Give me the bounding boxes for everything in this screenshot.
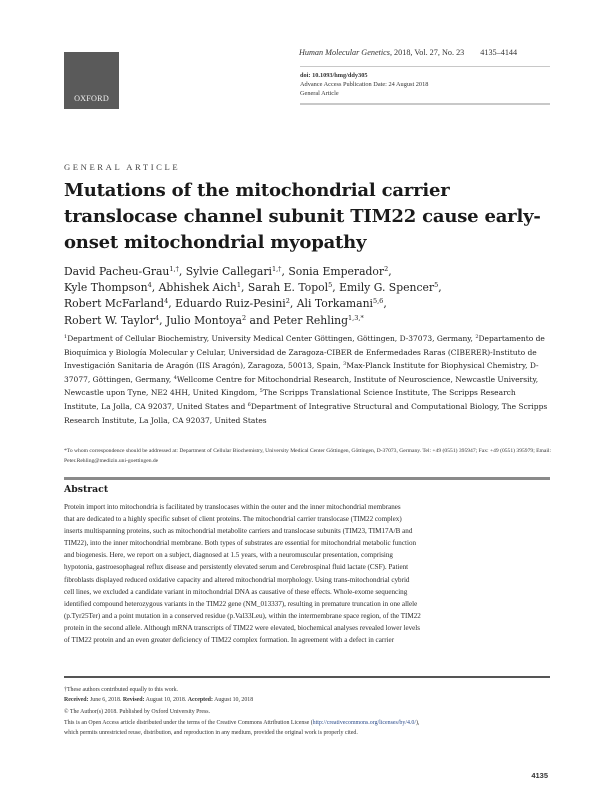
license: This is an Open Access article distributed under the terms of the Creative Commons Attribution License (http://creativecommons.org/licenses/by/4.0/), <box>64 719 420 726</box>
equal-contribution-note: †These authors contributed equally to this work. <box>64 687 179 693</box>
copyright: © The Author(s) 2018. Published by Oxford University Press. <box>64 709 211 716</box>
article-meta <box>300 71 428 98</box>
article-title: Mutations of the mitochondrial carrier translocase channel subunit TIM22 cause early-onset mitochondrial myopathy <box>64 180 541 253</box>
author: Ali Torkamani$^{5,6}$, <box>296 297 387 311</box>
abstract-divider <box>64 477 550 480</box>
author: David Pacheu-Grau$^{1,\dagger}$, <box>64 265 186 278</box>
author: Robert McFarland$^4$, <box>64 297 176 311</box>
affiliation: $^4$Wellcome Centre for Mitochondrial Research, Institute of Neuroscience, Newcastle University, Newcastle upon Tyne, NE2 4HH, United Kingdom, <box>64 374 539 398</box>
journal-citation <box>299 48 517 57</box>
affiliation: $^5$The Scripps Translational Science Institute, The Scripps Research Institute, La Jolla, CA 92037, United States and <box>64 388 516 411</box>
footnotes <box>64 685 554 738</box>
abstract-body <box>64 501 554 646</box>
publisher-logo-text: OXFORD <box>74 94 109 103</box>
author: Eduardo Ruiz-Pesini$^2$, <box>175 297 297 311</box>
author: Sarah E. Topol$^5$, <box>247 281 340 295</box>
abstract-heading: Abstract <box>64 484 109 495</box>
abstract-line: TIM22), into the inner mitochondrial membrane. Both types of substrates are essential for mitochondrial metabolic function <box>64 539 417 548</box>
section-label: GENERAL ARTICLE <box>64 162 181 172</box>
author: Emily G. Spencer$^5$, <box>339 281 442 295</box>
abstract-line: hypotonia, gastroesophageal reflux disease and persistently elevated serum and Cerebrospinal fluid lactate (CSF). Patient <box>64 563 409 572</box>
author: Kyle Thompson$^4$, <box>64 281 159 295</box>
abstract-line: inserts multispanning proteins, such as mitochondrial metabolite carriers and translocase subunits (TIM23, TIM17A/B and <box>64 527 413 536</box>
affiliation: $^2$Departamento de Bioquímica y Biología Molecular y Celular, Universidad de Zaragoza-CIBER de Enfermedades Raras (CIBERER)-Instituto de Investigación Sanitaria de Aragón (IIS Aragón), Zaragoza, 50013, Spain, <box>64 334 545 371</box>
journal-volume: , 2018, Vol. 27, No. 23 <box>389 48 465 57</box>
abstract-line: and biogenesis. Here, we report on a subject, diagnosed at 1.5 years, with a neuromuscular presentation, comprising <box>64 551 393 560</box>
author: Julio Montoya$^2$ and <box>165 313 274 327</box>
page-number: 4135 <box>531 771 548 780</box>
affiliation: $^1$Department of Cellular Biochemistry, University Medical Center Göttingen, Göttingen, D-37073, Germany, <box>64 334 476 343</box>
affiliation: $^6$Department of Integrative Structural and Computational Biology, The Scripps Research Institute, La Jolla, CA 92037, United States <box>64 401 548 425</box>
meta-divider <box>300 103 550 105</box>
license-link[interactable]: http://creativecommons.org/licenses/by/4.0/ <box>312 719 416 726</box>
abstract-line: (p.Tyr25Ter) and a point mutation in a conserved residue (p.Val33Leu), within the intermembrane space region, of the TIM22 <box>64 611 421 620</box>
doi[interactable]: doi: 10.1093/hmg/ddy305 <box>300 72 368 79</box>
abstract-line: identified compound heterozygous variants in the TIM22 gene (NM_013337), resulting in premature truncation in one allele <box>64 599 418 608</box>
abstract-line: fibroblasts displayed reduced oxidative capacity and altered mitochondrial morphology. Using trans-mitochondrial cybrid <box>64 575 410 584</box>
affiliation: $^3$Max-Planck Institute for Biophysical Chemistry, D-37077, Göttingen, Germany, <box>64 361 539 384</box>
author: Sonia Emperador$^2$, <box>288 265 392 278</box>
footnote-divider <box>64 676 550 678</box>
abstract-line: cell lines, we excluded a candidate variant in mitochondrial DNA as causative of these effects. Whole-exome sequencing <box>64 587 408 596</box>
page-range: 4135–4144 <box>480 48 518 57</box>
advance-access-date: Advance Access Publication Date: 24 August 2018 <box>300 81 429 88</box>
author: Sylvie Callegari$^{1,\dagger}$, <box>185 265 289 278</box>
author-list <box>64 264 564 329</box>
author: Peter Rehling$^{1,3,*}$ <box>273 313 364 327</box>
correspondence-note: *To whom correspondence should be addressed at: Department of Cellular Biochemistry, University Medical Center Göttingen, Göttingen, D-37073, Germany. Tel: +49 (0551) 395947; Fax: +49 (0551) 395979; Email: Peter.Rehling@medizin.uni-goettingen.de <box>64 448 552 464</box>
abstract-line: protein in the second allele. Although mRNA transcripts of TIM22 were elevated, biochemical analyses revealed lower levels <box>64 623 421 632</box>
abstract-line: Protein import into mitochondria is facilitated by translocases within the outer and the inner mitochondrial membranes <box>64 503 401 511</box>
journal-name: Human Molecular Genetics <box>299 48 390 57</box>
license-line-2: which permits unrestricted reuse, distribution, and reproduction in any medium, provided the original work is properly cited. <box>64 729 358 736</box>
abstract-line: of TIM22 protein and an even greater deficiency of TIM22 complex formation. In agreement with a defect in carrier <box>64 636 395 645</box>
abstract-line: that are dedicated to a highly specific subset of client proteins. The mitochondrial carrier translocase (TIM22 complex) <box>64 515 402 524</box>
header-divider <box>300 66 550 67</box>
author: Abhishek Aich$^1$, <box>158 281 248 295</box>
oxford-logo <box>64 52 119 109</box>
author: Robert W. Taylor$^4$, <box>64 313 166 327</box>
article-type: General Article <box>300 90 339 97</box>
affiliations <box>64 332 552 427</box>
dates: Received: June 6, 2018. Revised: August 10, 2018. Accepted: August 10, 2018 <box>64 697 254 704</box>
